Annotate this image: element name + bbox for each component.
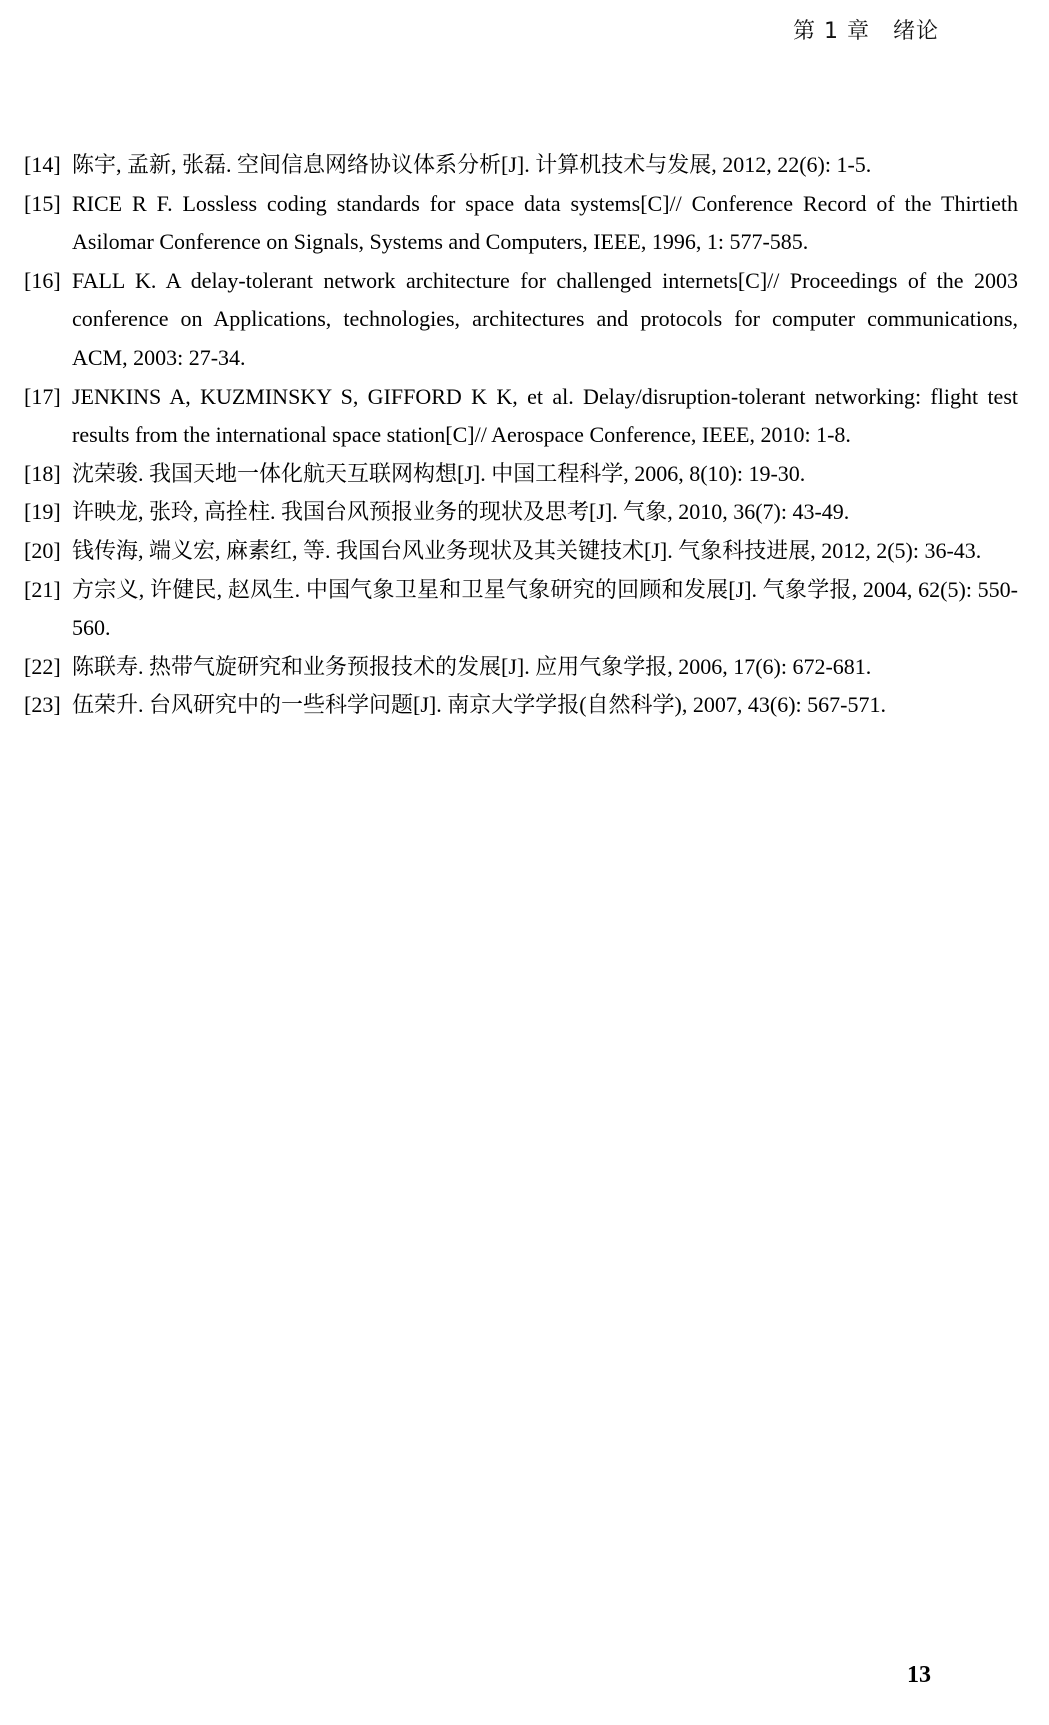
running-header: 第 1 章 绪论 <box>793 19 939 44</box>
reference-text: 许映龙, 张玲, 高拴柱. 我国台风预报业务的现状及思考[J]. 气象, 2010, 36(7): 43-49. <box>72 499 850 525</box>
reference-number: [17] <box>24 383 61 409</box>
reference-text: FALL K. A delay-tolerant network architecture for challenged internets[C]// Proceedings of the 2003 conference on Applications, technologies, architectures and protocols for computer communications, ACM, 2003: 27-34. <box>72 267 1018 370</box>
reference-text: 方宗义, 许健民, 赵凤生. 中国气象卫星和卫星气象研究的回顾和发展[J]. 气象学报, 2004, 62(5): 550-560. <box>72 576 1018 641</box>
reference-number: [20] <box>24 537 61 563</box>
reference-item-22 <box>24 648 1018 687</box>
header-divider <box>24 56 1025 57</box>
reference-number: [18] <box>24 460 61 486</box>
reference-item-20 <box>24 532 1018 571</box>
reference-item-19 <box>24 493 1018 532</box>
reference-number: [22] <box>24 653 61 679</box>
reference-text: 钱传海, 端义宏, 麻素红, 等. 我国台风业务现状及其关键技术[J]. 气象科技进展, 2012, 2(5): 36-43. <box>72 537 982 563</box>
reference-item-17 <box>24 378 1018 455</box>
reference-item-18 <box>24 455 1018 494</box>
reference-text: 陈宇, 孟新, 张磊. 空间信息网络协议体系分析[J]. 计算机技术与发展, 2012, 22(6): 1-5. <box>72 152 872 177</box>
reference-number: [16] <box>24 267 61 293</box>
reference-list <box>24 146 1018 725</box>
page-number: 13 <box>907 1662 931 1688</box>
reference-number: [14] <box>24 152 61 177</box>
reference-item-23 <box>24 686 1018 725</box>
reference-text: RICE R F. Lossless coding standards for space data systems[C]// Conference Record of the Thirtieth Asilomar Conference on Signals, Systems and Computers, IEEE, 1996, 1: 577-585. <box>72 190 1018 255</box>
reference-number: [15] <box>24 190 61 216</box>
reference-text: JENKINS A, KUZMINSKY S, GIFFORD K K, et al. Delay/disruption-tolerant networking: flight test results from the international space station[C]// Aerospace Conference, IEEE, 2010: 1-8. <box>72 383 1018 448</box>
reference-item-15 <box>24 185 1018 262</box>
reference-item-16 <box>24 262 1018 378</box>
reference-number: [19] <box>24 499 61 525</box>
reference-text: 伍荣升. 台风研究中的一些科学问题[J]. 南京大学学报(自然科学), 2007, 43(6): 567-571. <box>72 692 886 718</box>
reference-item-21 <box>24 571 1018 648</box>
reference-number: [23] <box>24 692 61 718</box>
reference-number: [21] <box>24 576 61 602</box>
reference-text: 陈联寿. 热带气旋研究和业务预报技术的发展[J]. 应用气象学报, 2006, 17(6): 672-681. <box>72 653 872 679</box>
reference-item-14 <box>24 146 1018 185</box>
reference-text: 沈荣骏. 我国天地一体化航天互联网构想[J]. 中国工程科学, 2006, 8(10): 19-30. <box>72 460 806 486</box>
